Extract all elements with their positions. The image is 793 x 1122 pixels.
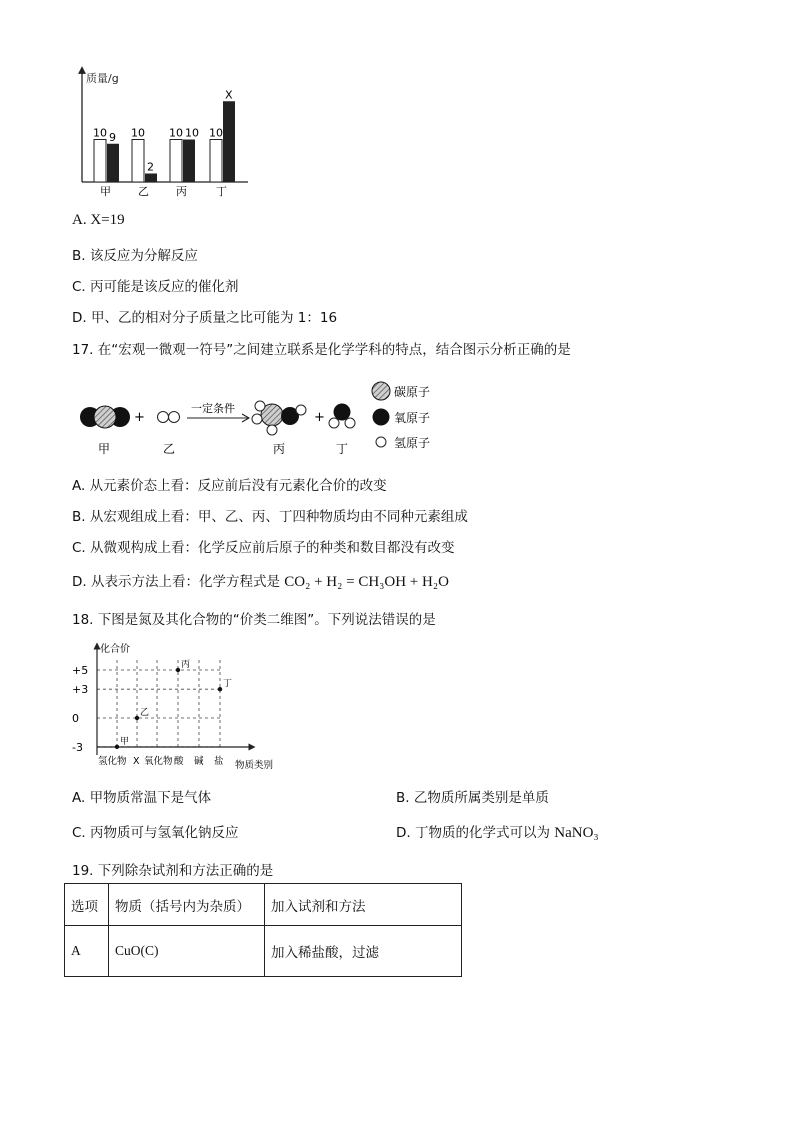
label-ding: 丁	[336, 442, 349, 456]
q18-option-d-text: D. 丁物质的化学式可以为	[396, 825, 550, 841]
category-label-2: 丙	[176, 185, 187, 197]
point-label-1: 乙	[140, 708, 150, 718]
table-header-row	[65, 884, 462, 926]
molecule-h2o	[329, 404, 355, 429]
category-label-1: 乙	[138, 185, 149, 197]
label-yi: 乙	[163, 442, 176, 456]
q16-option-c: C. 丙可能是该反应的催化剂	[72, 279, 239, 295]
x-tick-5: 盐	[214, 756, 224, 767]
q17-stem: 17. 在“宏观一微观一符号”之间建立联系是化学学科的特点，结合图示分析正确的是	[72, 342, 571, 358]
q18-option-a: A. 甲物质常温下是气体	[72, 790, 212, 806]
data-label-after-0: 9	[109, 130, 116, 144]
y-axis-label: 质量/g	[86, 72, 119, 85]
plus-2: +	[314, 410, 325, 425]
valence-class-chart	[70, 640, 285, 775]
bar-after-0	[107, 144, 119, 182]
x-tick-2: 氧化物	[144, 756, 173, 767]
label-bing: 丙	[273, 442, 286, 456]
q19-stem: 19. 下列除杂试剂和方法正确的是	[72, 863, 274, 879]
point-label-0: 甲	[120, 736, 130, 747]
legend-hydrogen: 氢原子	[394, 436, 431, 450]
plus-1: +	[134, 410, 145, 425]
bar-before-1	[132, 140, 144, 183]
q18-option-b: B. 乙物质所属类别是单质	[396, 790, 549, 806]
q18-formula: NaNO₃	[554, 825, 599, 841]
header-substance: 物质（括号内为杂质）	[109, 884, 265, 926]
label-jia: 甲	[98, 442, 111, 456]
data-label-before-3: 10	[209, 126, 223, 140]
x-tick-3: 酸	[174, 756, 184, 767]
q16-option-a: A. X=19	[72, 212, 125, 228]
table-row	[65, 926, 462, 977]
bar-before-3	[210, 140, 222, 183]
data-label-after-3: X	[225, 88, 233, 102]
point-0	[115, 745, 119, 749]
reaction-condition: 一定条件	[191, 402, 235, 415]
q17-option-a: A. 从元素价态上看：反应前后没有元素化合价的改变	[72, 478, 387, 494]
bar-after-2	[183, 140, 195, 183]
point-1	[135, 716, 139, 720]
q17-option-d-text: D. 从表示方法上看：化学方程式是	[72, 574, 280, 590]
q18-stem: 18. 下图是氮及其化合物的“价类二维图”。下列说法错误的是	[72, 612, 436, 628]
y-tick-1: +3	[72, 683, 89, 697]
q17-equation: CO₂ + H₂ = CH₃OH + H₂O	[284, 574, 449, 590]
y-axis-label: 化合价	[100, 644, 130, 655]
y-tick-0: +5	[72, 664, 89, 677]
cell-method: 加入稀盐酸，过滤	[265, 926, 462, 977]
legend-carbon: 碳原子	[394, 385, 431, 399]
bar-after-3	[223, 101, 235, 182]
header-option: 选项	[65, 884, 109, 926]
header-method: 加入试剂和方法	[265, 884, 462, 926]
legend-oxygen: 氧原子	[394, 411, 431, 425]
q17-option-c: C. 从微观构成上看：化学反应前后原子的种类和数目都没有改变	[72, 540, 455, 556]
q19-table	[64, 883, 462, 977]
point-label-2: 丙	[181, 660, 191, 670]
reaction-diagram	[70, 374, 450, 460]
data-label-after-2: 10	[185, 126, 199, 140]
q16-option-d: D. 甲、乙的相对分子质量之比可能为 1：16	[72, 310, 338, 326]
x-axis-label: 物质类别	[235, 760, 274, 771]
bar-before-0	[94, 140, 106, 183]
point-3	[218, 687, 222, 691]
molecule-co2	[80, 406, 130, 428]
q17-option-d	[72, 570, 449, 591]
cell-substance: CuO(C)	[109, 926, 265, 977]
molecule-ch3oh	[252, 401, 306, 435]
y-tick-3: -3	[72, 740, 83, 754]
point-label-3: 丁	[223, 679, 233, 690]
cell-option: A	[65, 926, 109, 977]
data-label-before-0: 10	[93, 126, 107, 140]
y-tick-2: 0	[72, 712, 79, 725]
bar-after-1	[145, 174, 157, 183]
legend	[372, 382, 430, 450]
mass-bar-chart	[70, 62, 255, 197]
molecule-h2	[158, 412, 180, 423]
x-tick-0: 氢化物	[98, 756, 127, 767]
data-label-before-1: 10	[131, 126, 145, 140]
data-label-after-1: 2	[147, 160, 154, 174]
point-2	[176, 668, 180, 672]
q18-option-c: C. 丙物质可与氢氧化钠反应	[72, 825, 239, 841]
category-label-3: 丁	[216, 185, 227, 197]
data-label-before-2: 10	[169, 126, 183, 140]
q18-option-d	[396, 821, 599, 842]
category-label-0: 甲	[100, 185, 111, 197]
bar-before-2	[170, 140, 182, 183]
x-tick-4: 碱	[194, 756, 204, 767]
q17-option-b: B. 从宏观组成上看：甲、乙、丙、丁四种物质均由不同种元素组成	[72, 509, 468, 525]
q16-option-b: B. 该反应为分解反应	[72, 248, 198, 264]
x-tick-1: X	[133, 756, 140, 767]
